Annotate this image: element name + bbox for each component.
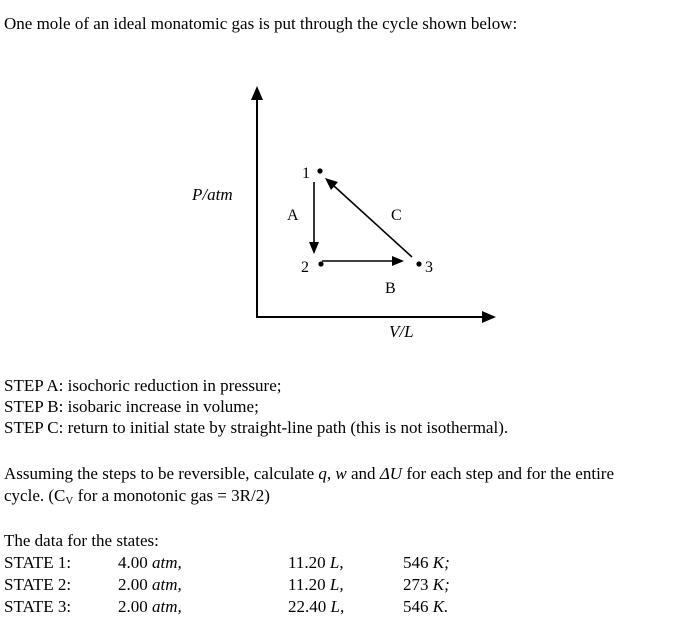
step-b-text: STEP B: isobaric increase in volume; [4, 397, 259, 416]
path-a-arrowhead [309, 242, 319, 254]
state-2-volume: 11.20 L, [288, 575, 344, 594]
state-3-point [416, 261, 421, 266]
state-3-volume: 22.40 L, [288, 597, 345, 616]
state-2-pressure: 2.00 atm, [118, 575, 182, 594]
x-axis-arrowhead [482, 311, 496, 323]
state-2-point [318, 261, 323, 266]
state-1-label: 1 [302, 165, 310, 182]
path-c-label: C [391, 207, 402, 224]
state-2-label: 2 [301, 259, 309, 276]
state-1-volume: 11.20 L, [288, 553, 344, 572]
question-line-2: cycle. (CV for a monotonic gas = 3R/2) [4, 486, 270, 507]
state-3-label-cell: STATE 3: [4, 597, 72, 616]
step-c-text: STEP C: return to initial state by straight-line path (this is not isothermal). [4, 418, 509, 437]
step-a-text: STEP A: isochoric reduction in pressure; [4, 376, 282, 395]
path-b-arrowhead [392, 256, 404, 266]
state-3-label: 3 [425, 259, 433, 276]
state-1-pressure: 4.00 atm, [118, 553, 182, 572]
intro-text: One mole of an ideal monatomic gas is put through the cycle shown below: [4, 14, 518, 33]
question-line-1: Assuming the steps to be reversible, calculate q, w and ΔU for each step and for the entire [4, 464, 615, 483]
path-a-label: A [287, 207, 299, 224]
state-3-temperature: 546 K. [403, 597, 449, 616]
state-1-label-cell: STATE 1: [4, 553, 72, 572]
state-3-pressure: 2.00 atm, [118, 597, 182, 616]
state-2-temperature: 273 K; [403, 575, 450, 594]
state-1-temperature: 546 K; [403, 553, 450, 572]
y-axis-label: P/atm [192, 185, 233, 204]
x-axis-label: V/L [389, 322, 414, 341]
y-axis-arrowhead [251, 86, 263, 100]
state-2-label-cell: STATE 2: [4, 575, 72, 594]
data-header: The data for the states: [4, 531, 159, 550]
state-1-point [317, 168, 322, 173]
path-b-label: B [385, 280, 396, 297]
